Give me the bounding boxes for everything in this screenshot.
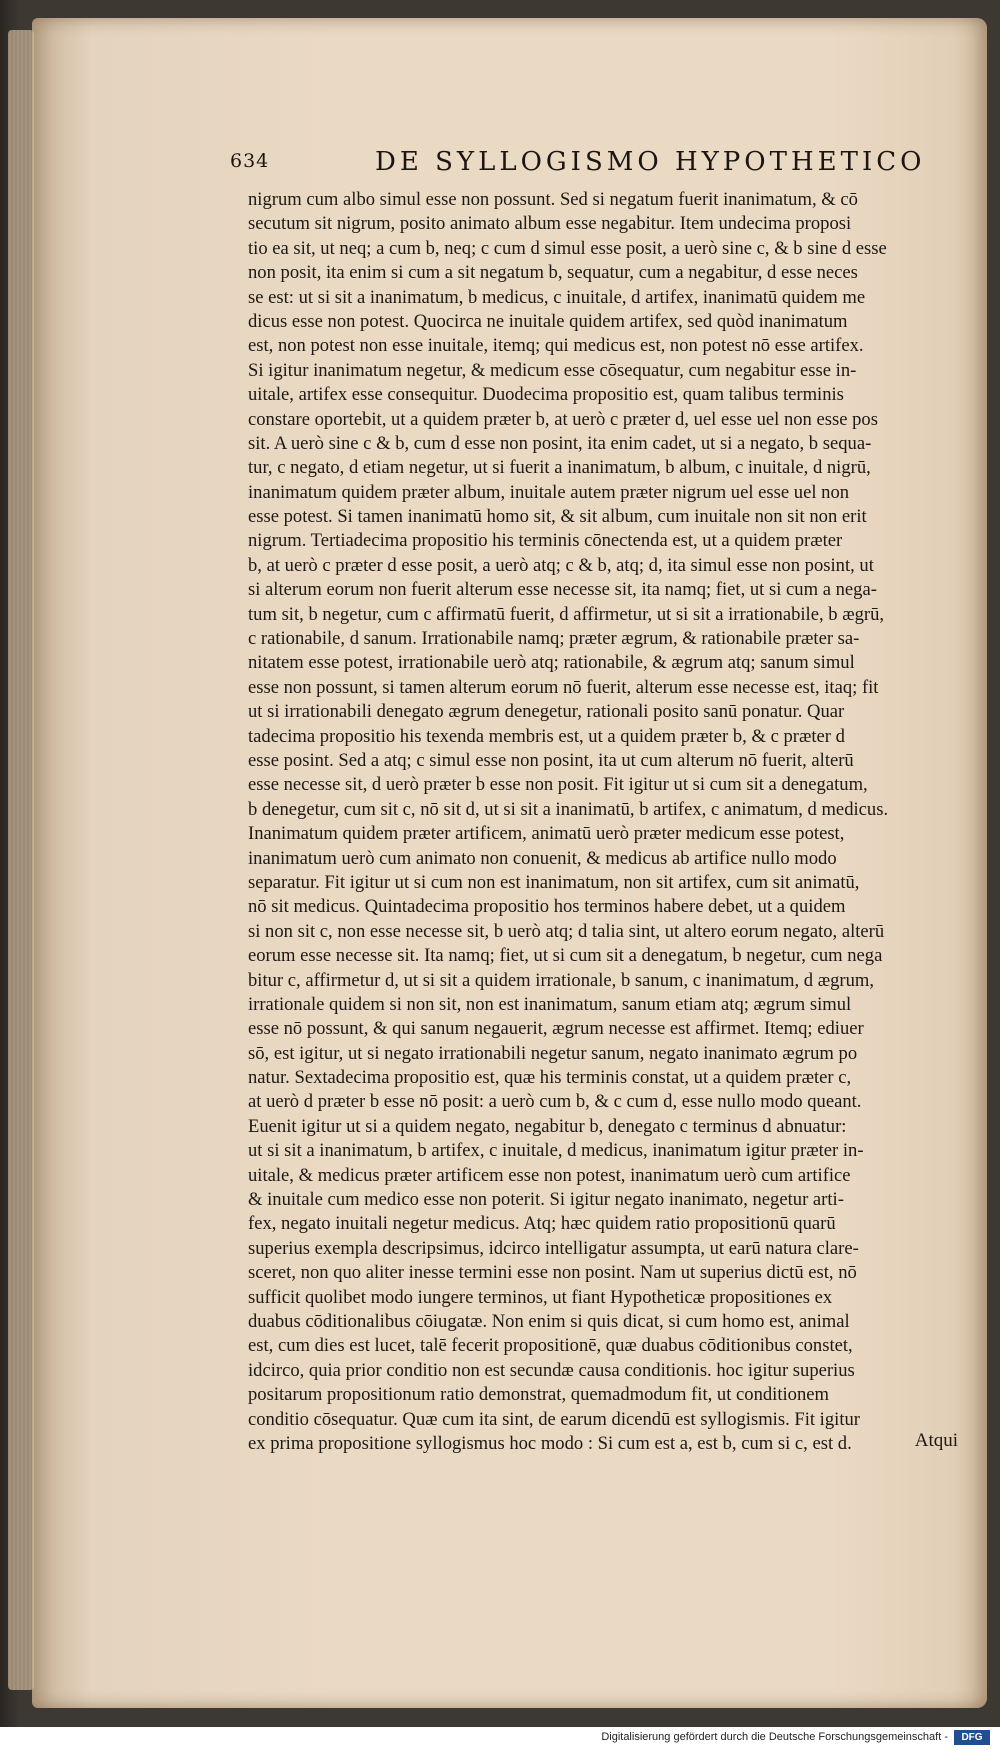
text-line: si alterum eorum non fuerit alterum esse necesse sit, ita namq; fiet, ut si cum a nega- (248, 579, 877, 601)
text-line: duabus cōditionalibus cōiugatæ. Non enim si quis dicat, si cum homo est, animal (248, 1310, 850, 1332)
text-line: ut si irrationabili denegato ægrum denegetur, rationali posito sanū ponatur. Quar (248, 701, 845, 723)
text-line: c rationabile, d sanum. Irrationabile namq; præter ægrum, & rationabile præter sa- (248, 628, 860, 650)
text-line: esse necesse sit, d uerò præter b esse non posit. Fit igitur ut si cum sit a denegatum, (248, 774, 868, 796)
catchword: Atqui (914, 1430, 958, 1451)
text-line: Euenit igitur ut si a quidem negato, negabitur b, denegato c terminus d abnuatur: (248, 1115, 847, 1137)
text-line: esse posint. Sed a atq; c simul esse non posint, ita ut cum alterum nō fuerit, alterū (248, 749, 854, 771)
footer-credit: Digitalisierung gefördert durch die Deutsche Forschungsgemeinschaft - (601, 1731, 948, 1743)
text-line: superius exempla descripsimus, idcirco intelligatur assumpta, ut earū natura clare- (248, 1237, 859, 1259)
text-line: irrationale quidem si non sit, non est inanimatum, sanum etiam atq; ægrum simul (248, 993, 852, 1015)
page-edge-stack (8, 30, 34, 1690)
text-line: esse potest. Si tamen inanimatū homo sit, & sit album, cum inuitale non sit non erit (248, 506, 867, 528)
text-line: nō sit medicus. Quintadecima propositio hos terminos habere debet, ut a quidem (248, 896, 846, 918)
text-line: nitatem esse potest, irrationabile uerò atq; rationabile, & ægrum atq; sanum simul (248, 652, 855, 674)
text-line: inanimatum uerò cum animato non conuenit, & medicus ab artifice nullo modo (248, 847, 837, 869)
text-line: si non sit c, non esse necesse sit, b uerò atq; d talia sint, ut altero eorum negato, alterū (248, 920, 885, 942)
text-line: nigrum. Tertiadecima propositio his terminis cōnectenda est, ut a quidem præter (248, 530, 843, 552)
text-line: sceret, non quo aliter inesse termini esse non posint. Nam ut superius dictū est, nō (248, 1262, 857, 1284)
text-line: inanimatum quidem præter album, inuitale autem præter nigrum uel esse uel non (248, 481, 850, 503)
text-line: at uerò d præter b esse nō posit: a uerò cum b, & c cum d, esse nullo modo queant. (248, 1091, 862, 1113)
text-line: constare oportebit, ut a quidem præter b, at uerò c præter d, uel esse uel non esse pos (248, 408, 878, 430)
text-line: conditio cōsequatur. Quæ cum ita sint, de earum dicendū est syllogismis. Fit igitur (248, 1408, 860, 1430)
text-line: uitale, artifex esse consequitur. Duodecima propositio est, quam talibus terminis (248, 384, 844, 406)
text-line: Si igitur inanimatum negetur, & medicum esse cōsequatur, cum negabitur esse in- (248, 359, 857, 381)
text-line: sō, est igitur, ut si negato irrationabili negetur sanum, negato inanimato ægrum po (248, 1042, 858, 1064)
text-line: dicus esse non potest. Quocirca ne inuitale quidem artifex, sed quòd inanimatum (248, 310, 848, 332)
text-line: tio ea sit, ut neq; a cum b, neq; c cum d simul esse posit, a uerò sine c, & b sine d esse (248, 237, 887, 259)
text-line: est, cum dies est lucet, talē fecerit propositionē, quæ duabus cōditionibus constet, (248, 1335, 853, 1357)
text-line: Inanimatum quidem præter artificem, animatū uerò præter medicum esse potest, (248, 823, 845, 845)
text-line: bitur c, affirmetur d, ut si sit a quidem irrationale, b sanum, c inanimatum, d ægrum, (248, 969, 875, 991)
text-line: ut si sit a inanimatum, b artifex, c inuitale, d medicus, inanimatum igitur præter in- (248, 1140, 864, 1162)
text-line: sufficit quolibet modo iungere terminos, ut fiant Hypotheticæ propositiones ex (248, 1286, 833, 1308)
text-line: fex, negato inuitali negetur medicus. Atq; hæc quidem ratio propositionū quarū (248, 1213, 836, 1235)
text-line: & inuitale cum medico esse non poterit. Si igitur negato inanimato, negetur arti- (248, 1189, 844, 1211)
text-line: est, non potest non esse inuitale, itemq; qui medicus est, non potest nō esse artifex. (248, 335, 864, 357)
text-line: sit. A uerò sine c & b, cum d esse non posint, ita enim cadet, ut si a negato, b sequa- (248, 432, 872, 454)
text-line: nigrum cum albo simul esse non possunt. Sed si negatum fuerit inanimatum, & cō (248, 189, 858, 210)
text-line: se est: ut si sit a inanimatum, b medicus, c inuitale, d artifex, inanimatū quidem me (248, 286, 866, 308)
text-line: tadecima propositio his texenda membris est, ut a quidem præter b, & c præter d (248, 725, 845, 747)
text-line: tur, c negato, d etiam negetur, ut si fuerit a inanimatum, b album, c inuitale, d nigrū, (248, 457, 871, 479)
text-line: secutum sit nigrum, posito animato album esse negabitur. Item undecima proposi (248, 213, 852, 235)
text-line: positarum propositionum ratio demonstrat, quemadmodum fit, ut conditionem (248, 1384, 829, 1406)
text-line: non posit, ita enim si cum a sit negatum b, sequatur, cum a negabitur, d esse neces (248, 262, 858, 284)
text-line: eorum esse necesse sit. Ita namq; fiet, ut si cum sit a denegatum, b negetur, cum nega (248, 945, 883, 967)
body-text (248, 188, 948, 1456)
text-line: tum sit, b negetur, cum c affirmatū fuerit, d affirmetur, ut si sit a irrationabile, b ægrū, (248, 603, 885, 625)
text-line: uitale, & medicus præter artificem esse non potest, inanimatum uerò cum artifice (248, 1164, 851, 1186)
text-line: ex prima propositione syllogismus hoc modo : Si cum est a, est b, cum si c, est d. (248, 1432, 852, 1454)
running-head: DE SYLLOGISMO HYPOTHETICO (375, 147, 926, 177)
folio-number: 634 (230, 150, 270, 172)
text-line: idcirco, quia prior conditio non est secundæ causa conditionis. hoc igitur superius (248, 1359, 855, 1381)
text-line: b denegetur, cum sit c, nō sit d, ut si sit a inanimatū, b artifex, c animatum, d medicus. (248, 798, 889, 820)
text-line: b, at uerò c præter d esse posit, a uerò atq; c & b, atq; d, ita simul esse non posint, ut (248, 554, 874, 576)
text-line: separatur. Fit igitur ut si cum non est inanimatum, non sit artifex, cum sit animatū, (248, 871, 860, 893)
text-line: esse nō possunt, & qui sanum negauerit, ægrum necesse est affirmet. Itemq; ediuer (248, 1018, 864, 1040)
dfg-logo-icon: DFG (954, 1730, 990, 1745)
text-line: esse non possunt, si tamen alterum eorum nō fuerit, alterum esse necesse est, itaq; fit (248, 676, 879, 698)
text-line: natur. Sextadecima propositio est, quæ his terminis constat, ut a quidem præter c, (248, 1067, 852, 1089)
